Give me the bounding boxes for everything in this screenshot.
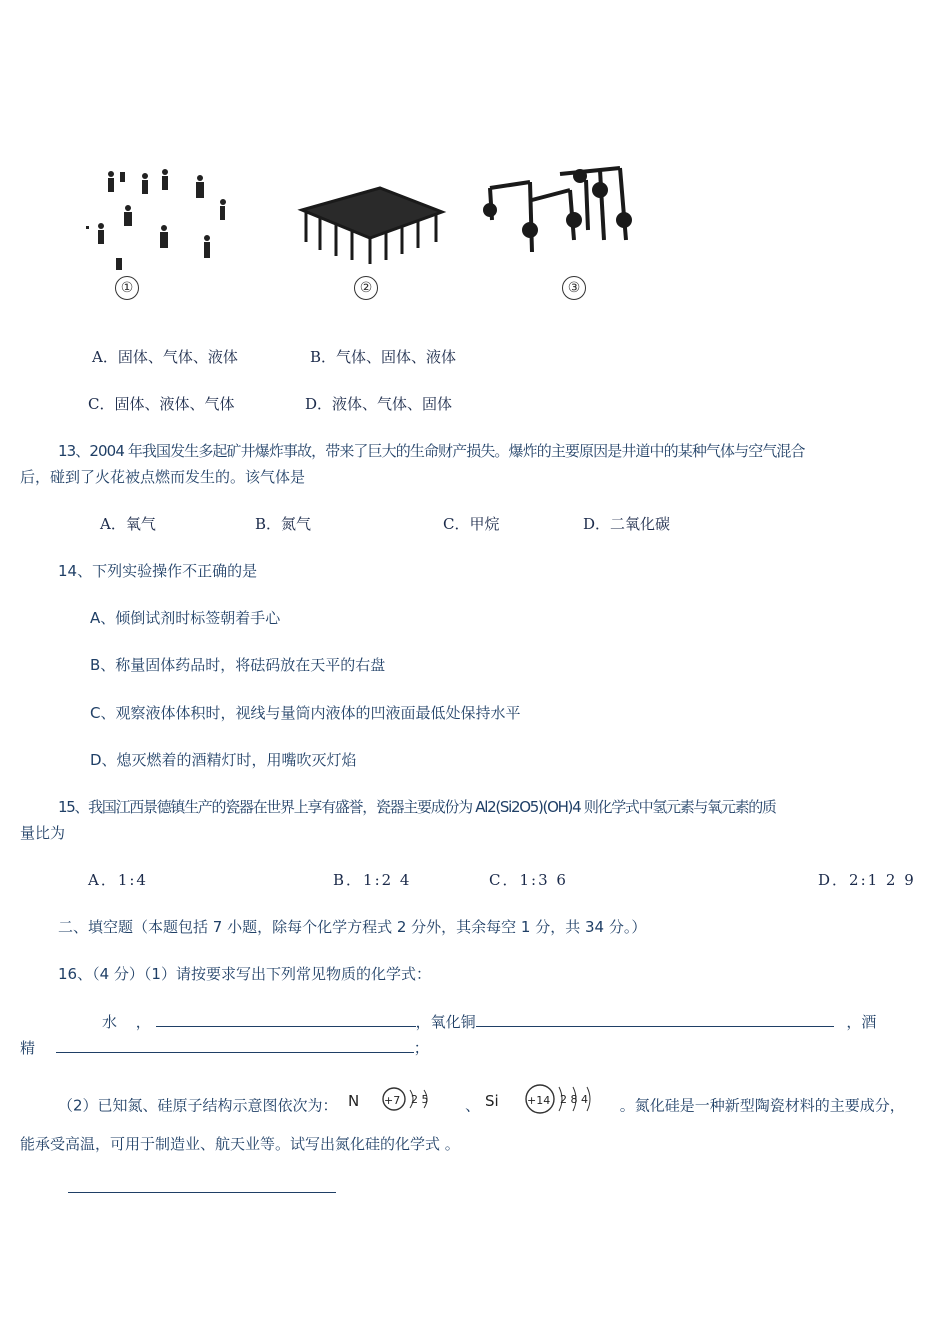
- q15-option-b: B．1:2 4: [333, 871, 412, 889]
- q15-option-c: C．1:3 6: [489, 871, 568, 889]
- figure-label-2: ②: [354, 276, 378, 300]
- loose-arrangement-drawing: [485, 168, 630, 252]
- figure-label-1: ①: [115, 276, 139, 300]
- q16-fill-line-1: [102, 1011, 876, 1032]
- nitrogen-atom-svg: [348, 1086, 460, 1114]
- alcohol-formula-blank[interactable]: [56, 1038, 414, 1053]
- water-formula-blank[interactable]: [156, 1012, 416, 1027]
- q13-option-a: A．氧气: [100, 515, 156, 533]
- copper-oxide-formula-blank[interactable]: [476, 1012, 834, 1027]
- semicolon: ；: [413, 1039, 429, 1057]
- silicon-nitride-answer-blank[interactable]: [68, 1192, 336, 1193]
- particle-figure: [80, 160, 640, 300]
- q12-option-b: B．气体、固体、液体: [310, 348, 457, 366]
- q15-option-d: D．2:1 2 9: [818, 871, 916, 889]
- part2-intro: （2）已知氮、硅原子结构示意图依次为：: [58, 1096, 338, 1115]
- q15-stem-line1: 15、我国江西景德镇生产的瓷器在世界上享有盛誉，瓷器主要成份为 Al2(Si2O5)(OH)4 则化学式中氢元素与氧元素的质: [58, 798, 776, 816]
- q12-option-a: A．固体、气体、液体: [92, 348, 238, 366]
- q16-stem: 16、（4 分）（1）请按要求写出下列常见物质的化学式：: [58, 965, 431, 983]
- q16-part2-line2: 能承受高温，可用于制造业、航天业等。试写出氮化硅的化学式 。: [20, 1135, 460, 1153]
- q14-option-b: B、称量固体药品时，将砝码放在天平的右盘: [90, 656, 386, 674]
- q14-option-d: D、熄灭燃着的酒精灯时，用嘴吹灭灯焰: [90, 751, 357, 769]
- section2-heading: 二、填空题（本题包括 7 小题，除每个化学方程式 2 分外，其余每空 1 分，共 34 分。）: [58, 918, 647, 936]
- q13-stem-line1: 13、2004 年我国发生多起矿井爆炸事故，带来了巨大的生命财产损失。爆炸的主要原因是井道中的某种气体与空气混合: [58, 442, 805, 460]
- q16-part2-line1: [58, 1084, 905, 1118]
- water-label: 水: [102, 1013, 118, 1031]
- figure-label-3: ③: [562, 276, 586, 300]
- q13-stem-line2: 后，碰到了火花被点燃而发生的。该气体是: [20, 468, 306, 486]
- silicon-symbol: Si: [484, 1092, 499, 1110]
- q15-option-a: A．1:4: [88, 871, 148, 889]
- q14-option-c: C、观察液体体积时，视线与量筒内液体的凹液面最低处保持水平: [90, 704, 521, 722]
- particle-drawings: [80, 160, 640, 275]
- q13-option-c: C．甲烷: [443, 515, 500, 533]
- part2-description: 。氮化硅是一种新型陶瓷材料的主要成分，: [619, 1096, 905, 1115]
- q12-option-d: D．液体、气体、固体: [305, 395, 453, 413]
- alcohol-label-end: 精: [20, 1039, 36, 1057]
- silicon-structure-diagram: [485, 1084, 615, 1128]
- scattered-particles-drawing: [86, 169, 226, 270]
- q13-option-b: B．氮气: [255, 515, 312, 533]
- silicon-atom-svg: [485, 1084, 615, 1116]
- nitrogen-shells: 2 5: [411, 1093, 429, 1106]
- alcohol-label-start: ，酒: [846, 1013, 877, 1031]
- q12-option-c: C．固体、液体、气体: [88, 395, 235, 413]
- q14-stem: 14、下列实验操作不正确的是: [58, 562, 258, 580]
- copper-oxide-label: ，氧化铜: [415, 1013, 476, 1031]
- silicon-nucleus: +14: [526, 1094, 551, 1107]
- nitrogen-nucleus: +7: [384, 1094, 401, 1107]
- separator-dot: 、: [465, 1096, 481, 1115]
- q15-stem-line2: 量比为: [20, 824, 66, 842]
- silicon-shells: 2 8 4: [559, 1093, 588, 1106]
- q14-option-a: A、倾倒试剂时标签朝着手心: [90, 609, 281, 627]
- ordered-lattice-drawing: [302, 188, 442, 264]
- nitrogen-structure-diagram: [348, 1086, 460, 1126]
- q13-option-d: D．二氧化碳: [583, 515, 671, 533]
- comma-sep: ，: [135, 1013, 151, 1031]
- q16-fill-line-2: [20, 1037, 429, 1058]
- nitrogen-symbol: N: [348, 1092, 360, 1110]
